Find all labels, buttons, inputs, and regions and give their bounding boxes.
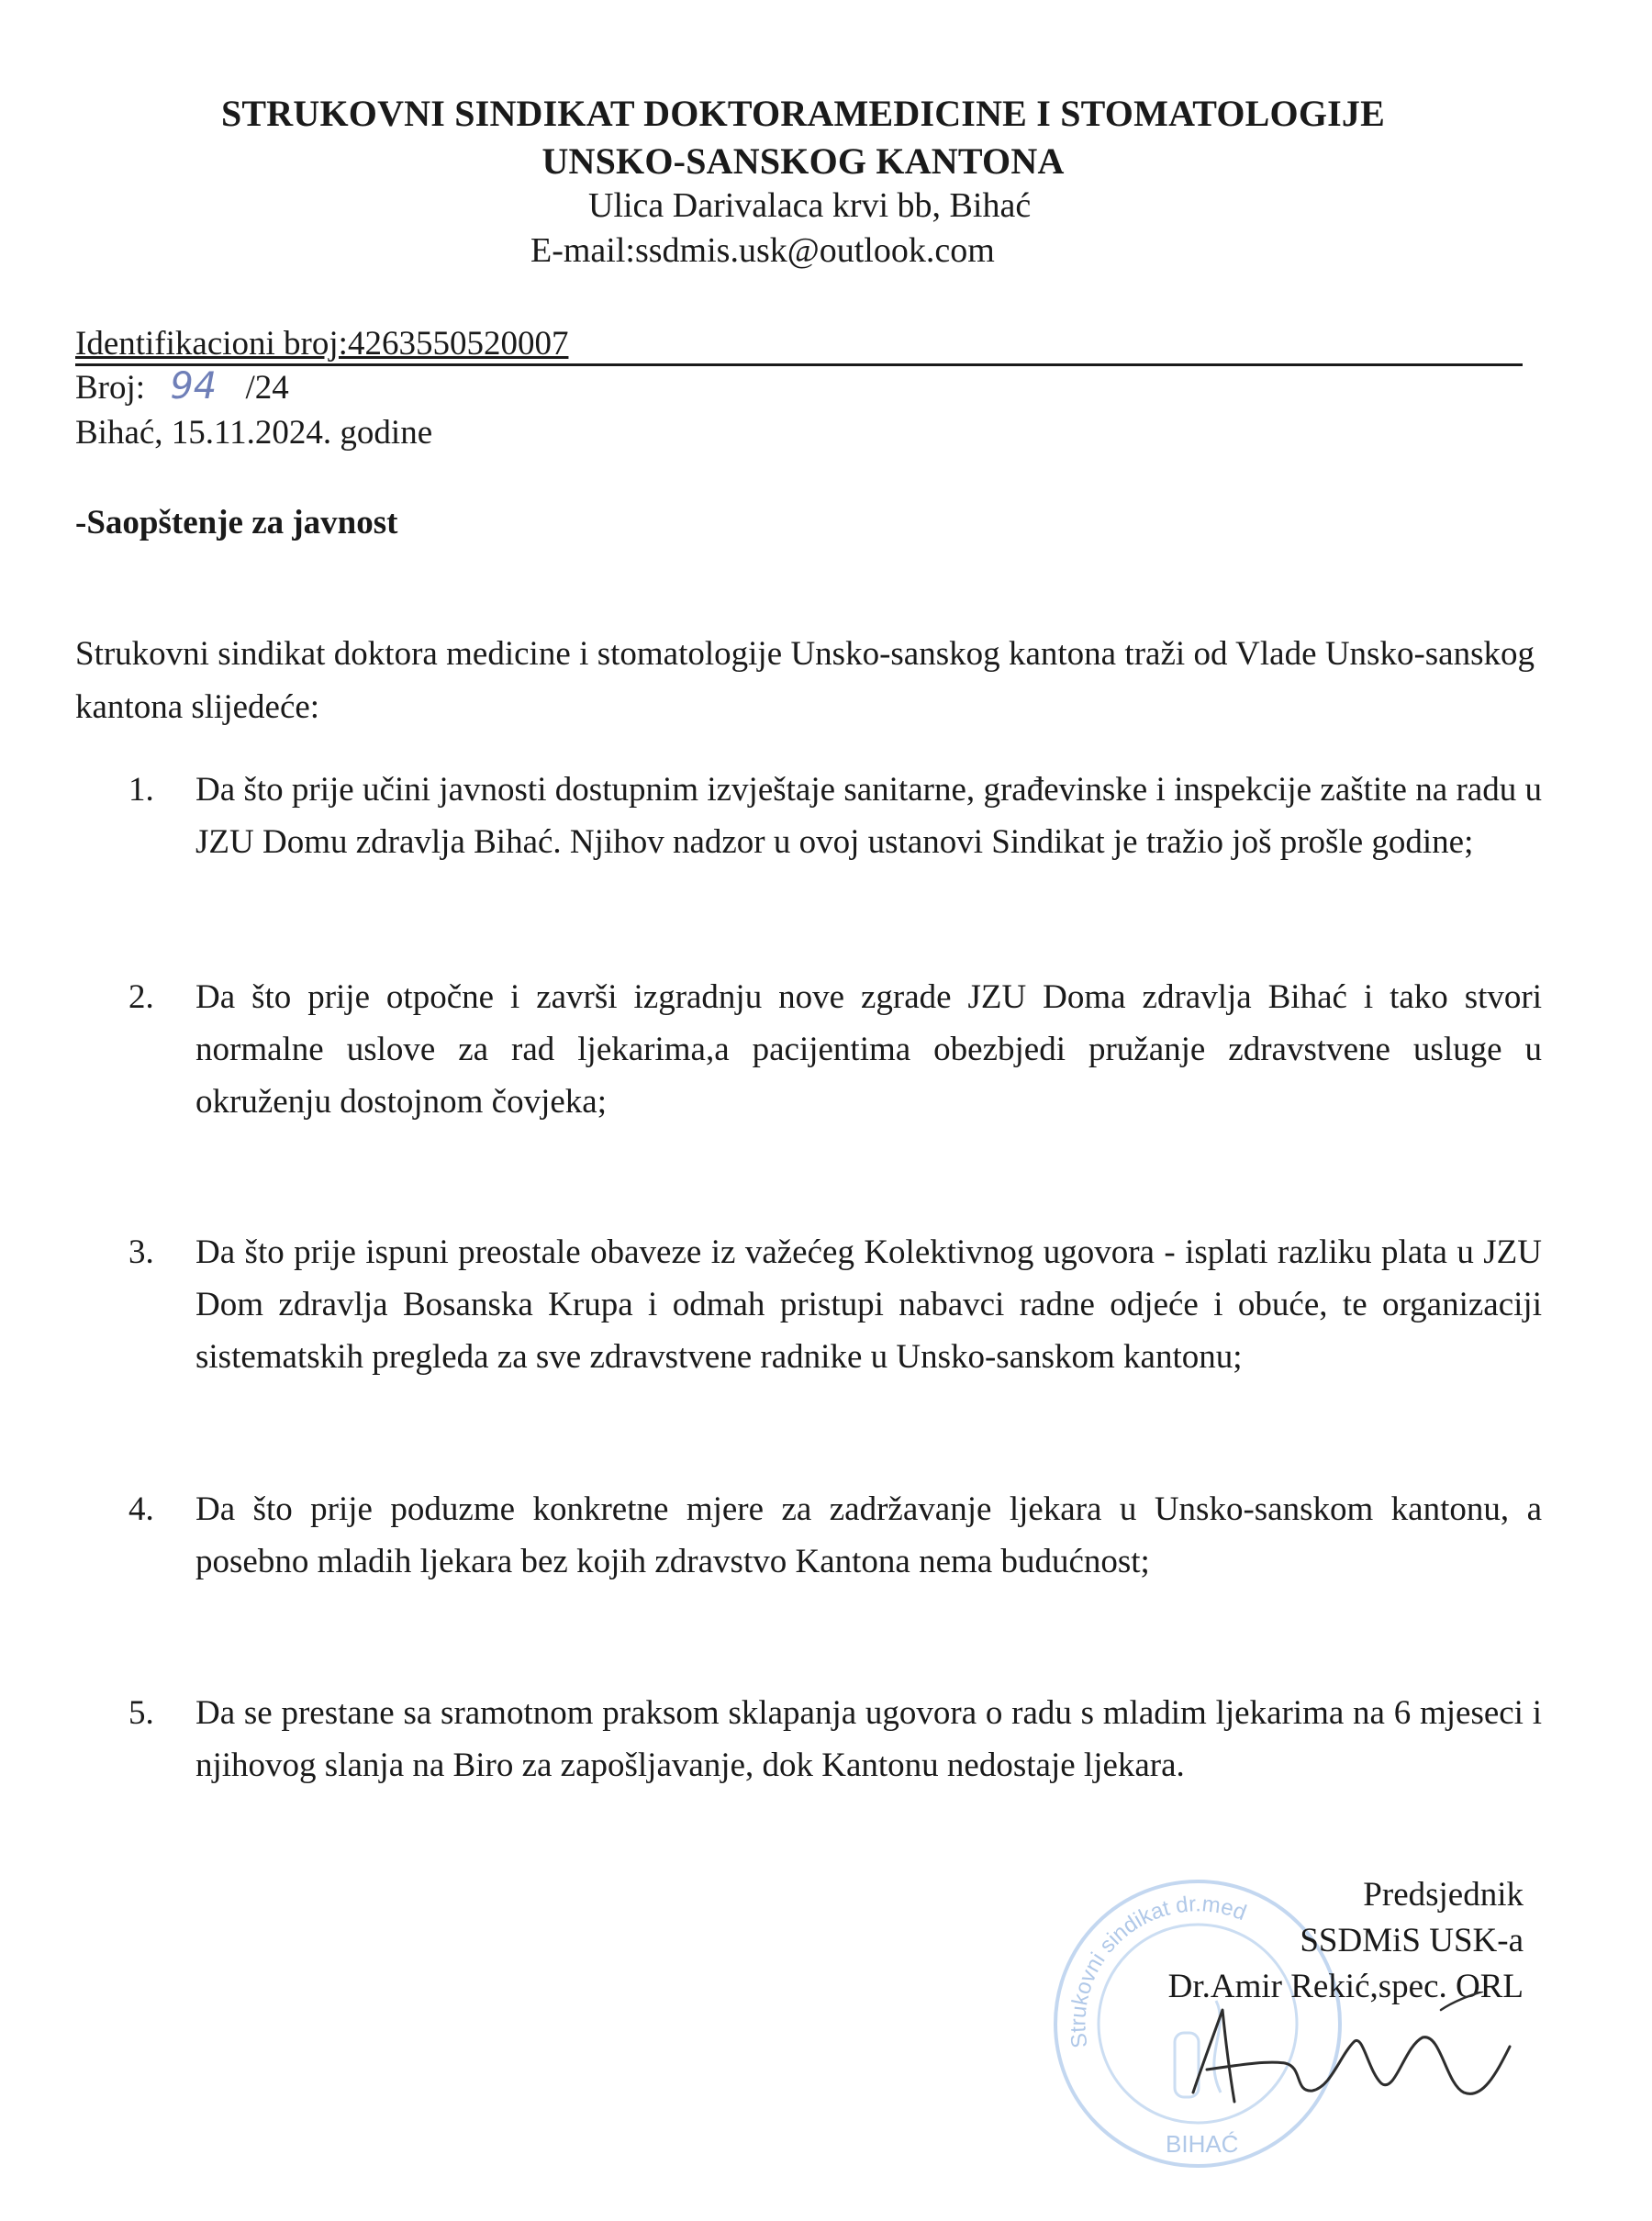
org-title-line1: STRUKOVNI SINDIKAT DOKTORAMEDICINE I STOMATOLOGIJE [220,93,1386,134]
handwritten-signature [1166,1992,1533,2120]
list-item-number: 3. [128,1233,154,1271]
stamp-city: BIHAĆ [1166,2130,1239,2158]
document-heading: -Saopštenje za javnost [75,504,398,541]
list-item-number: 4. [128,1490,154,1528]
signature-org: SSDMiS USK-a [1300,1922,1524,1959]
id-number: Identifikacioni broj:4263550520007 [75,325,569,363]
org-email: E-mail:ssdmis.usk@outlook.com [530,231,995,270]
broj-suffix: /24 [245,369,289,407]
list-item-number: 1. [128,771,154,809]
list-item-text: Da što prije ispuni preostale obaveze iz važećeg Kolektivnog ugovora - isplati razliku plata u JZU Dom zdravlja Bosanska Krupa i odmah pristupi nabavci radne odjeće i obuće, te organizaciji sistematskih pregleda za sve zdravstvene radnike u Unsko-sanskom kantonu; [195,1233,1542,1376]
list-item-text: Da što prije otpočne i završi izgradnju nove zgrade JZU Doma zdravlja Bihać i tako stvori normalne uslove za rad ljekarima,a pacijentima obezbjedi pružanje zdravstvene usluge u okruženju dostojnom čovjeka; [195,978,1542,1121]
signature-name: Dr.Amir Rekić,spec. ORL [1167,1968,1524,2005]
place-date: Bihać, 15.11.2024. godine [75,414,433,452]
signature-role: Predsjednik [1363,1876,1524,1914]
list-item-text: Da se prestane sa sramotnom praksom sklapanja ugovora o radu s mladim ljekarima na 6 mjeseci i njihovog slanja na Biro za zapošljavanje, dok Kantonu nedostaje ljekara. [195,1694,1542,1784]
list-item-number: 5. [128,1694,154,1732]
stamp-text: Strukovni sindikat dr.med [1066,1892,1250,2050]
id-number-line [75,327,1523,366]
document-number [75,365,289,407]
list-item-text: Da što prije poduzme konkretne mjere za zadržavanje ljekara u Unsko-sanskom kantonu, a posebno mladih ljekara bez kojih zdravstvo Kantona nema budućnost; [195,1490,1542,1580]
list-item-5 [128,1687,1542,1791]
broj-handwritten: 94 [170,365,218,407]
intro-paragraph: Strukovni sindikat doktora medicine i stomatologije Unsko-sanskog kantona traži od Vlade Unsko-sanskog kantona slijedeće: [75,635,1535,726]
list-item-text: Da što prije učini javnosti dostupnim izvještaje sanitarne, građevinske i inspekcije zaštite na radu u JZU Domu zdravlja Bihać. Njihov nadzor u ovoj ustanovi Sindikat je tražio još prošle godine; [195,771,1542,861]
list-item-2 [128,971,1542,1128]
org-address: Ulica Darivalaca krvi bb, Bihać [588,186,1032,225]
list-item-4 [128,1483,1542,1588]
list-item-3 [128,1226,1542,1383]
broj-label: Broj: [75,369,146,407]
org-title-line2: UNSKO-SANSKOG KANTONA [541,140,1065,182]
list-item-number: 2. [128,978,154,1016]
list-item-1 [128,764,1542,868]
